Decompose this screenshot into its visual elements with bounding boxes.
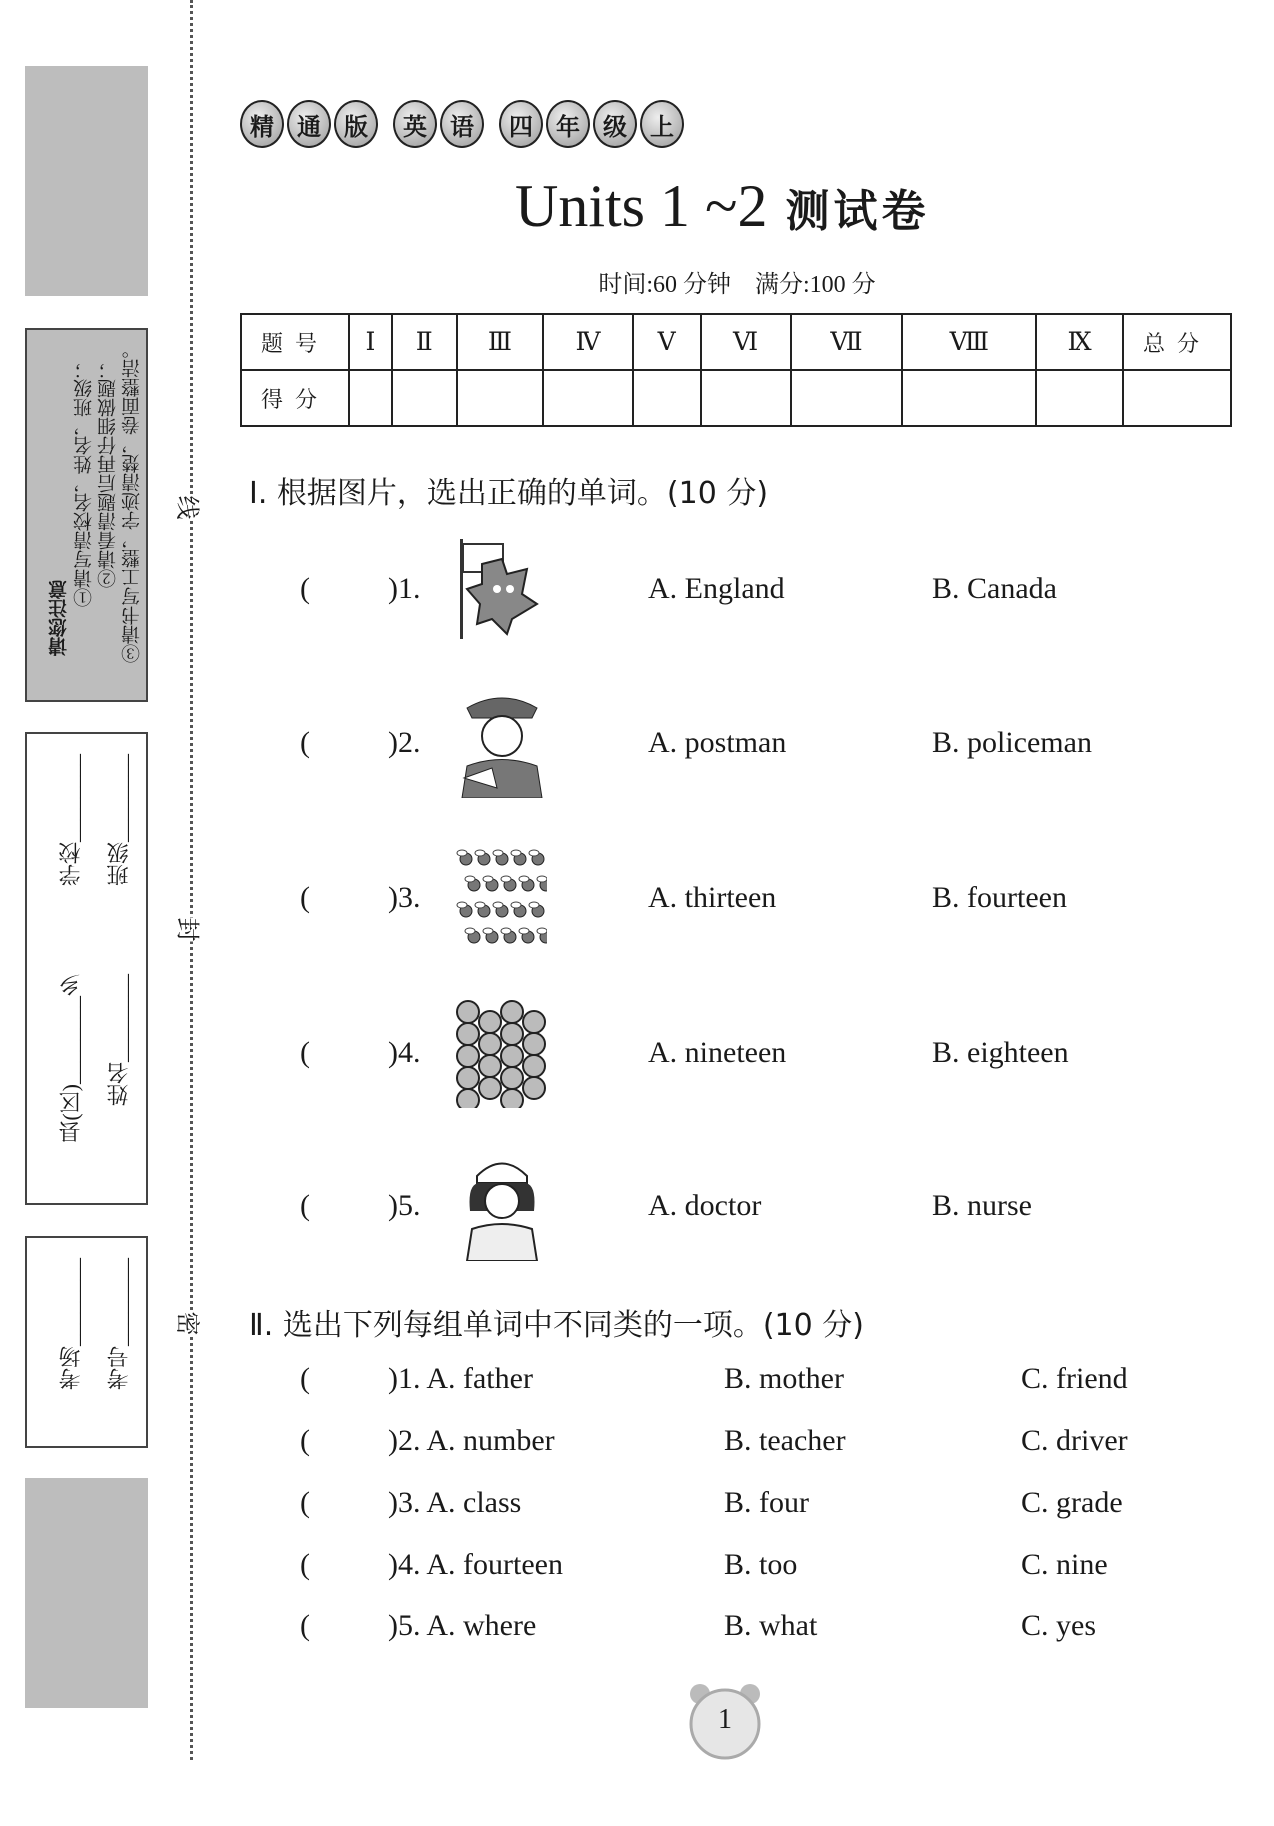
section1-heading: Ⅰ. 根据图片，选出正确的单词。(10 分) (249, 476, 769, 511)
canada-maple-leaf-icon (452, 534, 547, 644)
title-chinese: 测试卷 (785, 186, 930, 237)
question-number: )3. (388, 881, 421, 914)
answer-blank[interactable] (320, 1486, 380, 1522)
option-a[interactable]: A. England (648, 572, 785, 605)
question-number-option-a[interactable]: )4. A. fourteen (388, 1548, 563, 1581)
page-number-clock (680, 1680, 770, 1764)
option-a[interactable]: A. postman (648, 726, 787, 759)
margin-gray-block-bottom (25, 1478, 148, 1708)
question-number: )2. (388, 726, 421, 759)
exam-info-box (25, 1236, 148, 1448)
cut-mark-seal: 封 (173, 918, 208, 942)
time-info: 时间:60 分钟 满分:100 分 (598, 272, 876, 298)
answer-blank[interactable] (320, 1548, 380, 1584)
nurse-icon (452, 1151, 547, 1261)
column-header: Ⅲ (457, 314, 544, 370)
answer-blank[interactable] (320, 1036, 380, 1072)
answer-paren-open: ( (300, 726, 310, 759)
option-b[interactable]: B. policeman (932, 726, 1092, 759)
total-score-cell[interactable] (1123, 370, 1231, 426)
question-number-option-a[interactable]: )1. A. father (388, 1362, 533, 1395)
answer-paren-open: ( (300, 1036, 310, 1069)
series-badges (240, 100, 687, 148)
page-number: 1 (718, 1704, 732, 1735)
question-number-option-a[interactable]: )2. A. number (388, 1424, 555, 1457)
notice-box (25, 328, 148, 702)
school-field[interactable]: 学校________ (58, 754, 83, 886)
series-badge: 上 (640, 100, 684, 148)
answer-paren-open: ( (300, 1424, 310, 1457)
option-a[interactable]: A. thirteen (648, 881, 777, 914)
question-number: )5. (388, 1189, 421, 1222)
answer-blank[interactable] (320, 1609, 380, 1645)
score-table (240, 313, 1232, 427)
answer-blank[interactable] (320, 1362, 380, 1398)
answer-paren-open: ( (300, 1609, 310, 1642)
total-header: 总分 (1123, 314, 1231, 370)
answer-paren-open: ( (300, 1548, 310, 1581)
question-number: )1. (388, 572, 421, 605)
bees-picture (452, 843, 547, 953)
answer-blank[interactable] (320, 881, 380, 917)
question-number: )4. (388, 1036, 421, 1069)
score-header-row (241, 314, 1231, 370)
header-label: 题号 (241, 314, 349, 370)
series-badge: 英 (393, 100, 437, 148)
score-label: 得分 (241, 370, 349, 426)
column-header: Ⅶ (791, 314, 903, 370)
option-c[interactable]: C. grade (1021, 1486, 1123, 1519)
score-value-row (241, 370, 1231, 426)
option-c[interactable]: C. yes (1021, 1609, 1096, 1642)
cut-mark-secret: 密 (173, 1312, 208, 1336)
option-b[interactable]: B. fourteen (932, 881, 1067, 914)
postman-icon (452, 688, 547, 798)
series-badge: 级 (593, 100, 637, 148)
notice-title: 请您注意 (48, 580, 70, 656)
score-cell[interactable] (902, 370, 1036, 426)
series-badge: 语 (440, 100, 484, 148)
answer-paren-open: ( (300, 1486, 310, 1519)
option-a[interactable]: A. nineteen (648, 1036, 787, 1069)
option-b[interactable]: B. eighteen (932, 1036, 1069, 1069)
option-b[interactable]: B. teacher (724, 1424, 846, 1457)
answer-paren-open: ( (300, 881, 310, 914)
option-b[interactable]: B. what (724, 1609, 818, 1642)
name-field[interactable]: 姓名________ (106, 974, 131, 1106)
column-header: Ⅴ (633, 314, 701, 370)
student-info-box (25, 732, 148, 1205)
score-cell[interactable] (457, 370, 544, 426)
postman-picture (452, 688, 547, 798)
exam-room-field[interactable]: 考场________ (58, 1258, 83, 1390)
column-header: Ⅱ (392, 314, 457, 370)
series-badge: 年 (546, 100, 590, 148)
score-cell[interactable] (349, 370, 392, 426)
column-header: Ⅳ (543, 314, 632, 370)
score-cell[interactable] (543, 370, 632, 426)
option-b[interactable]: B. mother (724, 1362, 844, 1395)
option-b[interactable]: B. Canada (932, 572, 1057, 605)
county-field[interactable]: 县(区)________乡 (58, 974, 83, 1143)
score-cell[interactable] (392, 370, 457, 426)
option-a[interactable]: A. doctor (648, 1189, 762, 1222)
answer-blank[interactable] (320, 726, 380, 762)
series-badge: 通 (287, 100, 331, 148)
column-header: Ⅵ (701, 314, 791, 370)
option-c[interactable]: C. nine (1021, 1548, 1108, 1581)
score-cell[interactable] (791, 370, 903, 426)
answer-blank[interactable] (320, 1424, 380, 1460)
answer-paren-open: ( (300, 1189, 310, 1222)
column-header: Ⅷ (902, 314, 1036, 370)
question-number-option-a[interactable]: )5. A. where (388, 1609, 537, 1642)
title-english: Units 1 ~2 (515, 173, 768, 239)
answer-paren-open: ( (300, 1362, 310, 1395)
cut-mark-line: 线 (173, 496, 208, 520)
class-field[interactable]: 班级________ (106, 754, 131, 886)
apples-icon (452, 998, 547, 1108)
margin-gray-block-top (25, 66, 148, 296)
notice-1: ①请写清校名，姓名，班级； (74, 360, 95, 607)
answer-paren-open: ( (300, 572, 310, 605)
option-c[interactable]: C. friend (1021, 1362, 1128, 1395)
canada-maple-leaf-picture (452, 534, 547, 644)
series-badge: 版 (334, 100, 378, 148)
series-badge: 精 (240, 100, 284, 148)
answer-blank[interactable] (320, 1189, 380, 1225)
page-title (515, 172, 929, 241)
column-header: Ⅰ (349, 314, 392, 370)
score-cell[interactable] (701, 370, 791, 426)
answer-blank[interactable] (320, 572, 380, 608)
series-badge: 四 (499, 100, 543, 148)
nurse-picture (452, 1151, 547, 1261)
score-cell[interactable] (633, 370, 701, 426)
question-number-option-a[interactable]: )3. A. class (388, 1486, 522, 1519)
section2-heading: Ⅱ. 选出下列每组单词中不同类的一项。(10 分) (249, 1308, 864, 1343)
option-b[interactable]: B. four (724, 1486, 809, 1519)
notice-2: ②请看清题后再仔细做题； (98, 360, 119, 588)
option-c[interactable]: C. driver (1021, 1424, 1128, 1457)
option-b[interactable]: B. nurse (932, 1189, 1032, 1222)
bees-icon (452, 843, 547, 953)
apples-picture (452, 998, 547, 1108)
option-b[interactable]: B. too (724, 1548, 798, 1581)
score-cell[interactable] (1036, 370, 1123, 426)
exam-number-field[interactable]: 考号________ (106, 1258, 131, 1390)
notice-3: ③请书写工整，字迹清楚，卷面整洁。 (122, 340, 143, 663)
column-header: Ⅸ (1036, 314, 1123, 370)
